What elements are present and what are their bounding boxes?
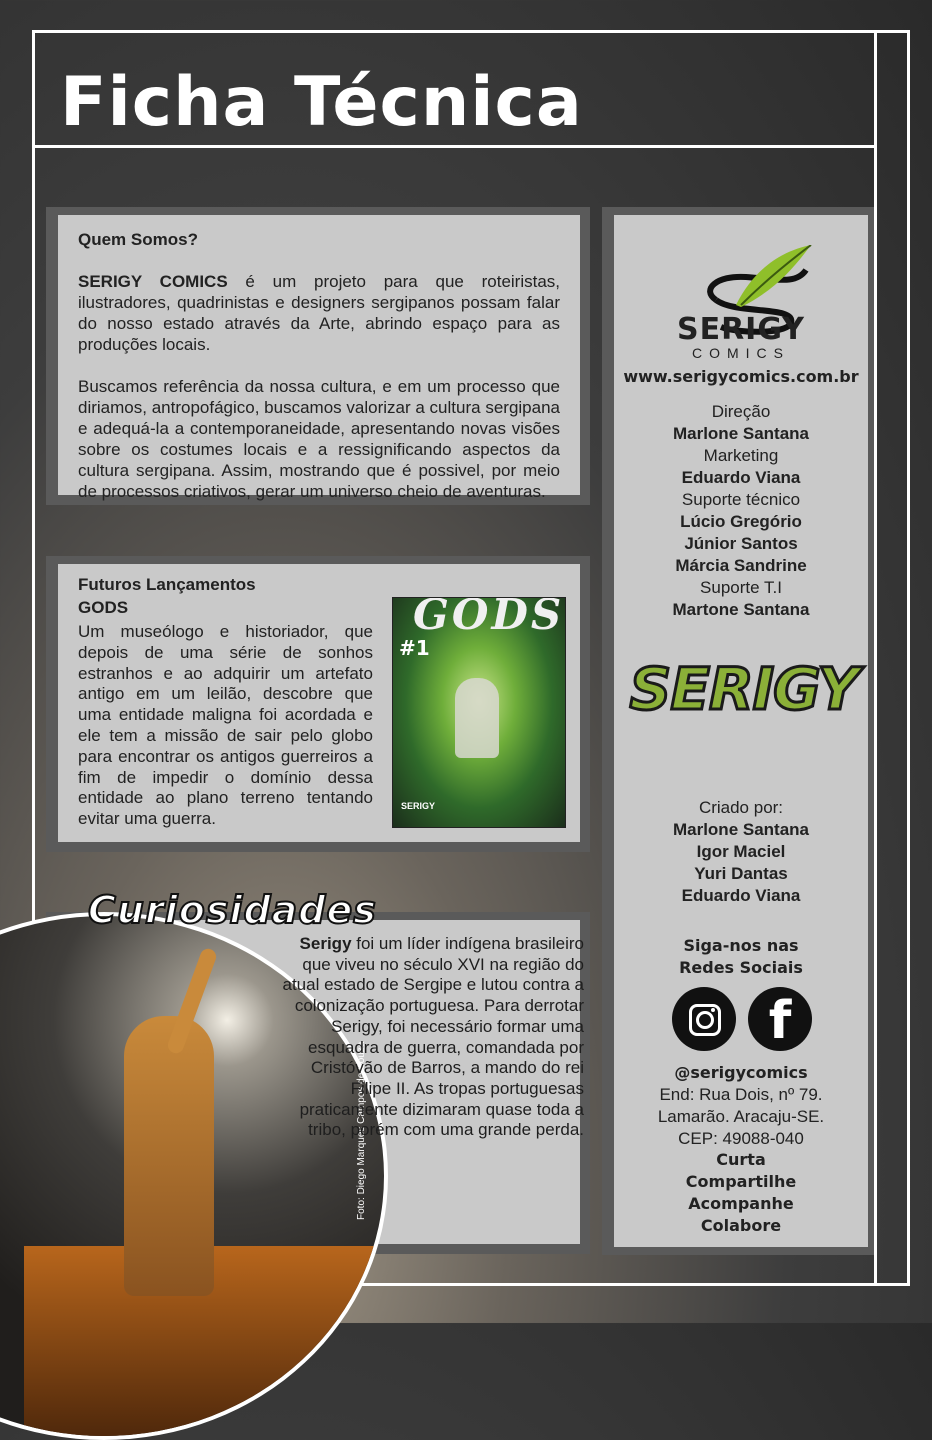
address-line: Lamarão. Aracaju-SE. [657, 1107, 825, 1126]
frame-divider [874, 30, 877, 1286]
website-link[interactable]: www.serigycomics.com.br [623, 367, 859, 386]
follow-heading [614, 935, 868, 979]
serigy-graffiti-logo [624, 655, 864, 755]
cta-line: Compartilhe [685, 1172, 797, 1191]
gods-cover-brand: SERIGY [401, 801, 436, 811]
instagram-icon[interactable] [672, 987, 736, 1051]
quem-somos-paragraph-2: Buscamos referência da nossa cultura, e em um processo que diriamos, antropofágico, buscamos valorizar a cultura sergipana e adequá-la a contemporaneidade, apresentando novas visões sobre os costumes locais e a ressignificando aspectos da cultura sergipana. Assim, mostrando que é possivel, por meio de processos criativos, gerar um universo cheio de aventuras. [78, 377, 560, 501]
social-handle[interactable]: @serigycomics [674, 1063, 808, 1082]
creators-label: Criado por: [698, 798, 784, 817]
gods-cover-number: #1 [399, 636, 430, 660]
quem-somos-heading: Quem Somos? [78, 230, 198, 249]
graffiti-text: SERIGY [629, 655, 859, 723]
info-sidebar [602, 207, 874, 1255]
address-line: End: Rua Dois, nº 79. [659, 1085, 823, 1104]
creator: Eduardo Viana [681, 886, 801, 905]
credit-role: Direção [711, 402, 771, 421]
follow-line: Redes Sociais [679, 958, 803, 977]
cta-line: Curta [716, 1150, 766, 1169]
credit-person: Martone Santana [672, 600, 810, 619]
follow-line: Siga-nos nas [683, 936, 799, 955]
curiosidades-bold: Serigy [299, 934, 352, 953]
credit-role: Marketing [703, 446, 779, 465]
curiosidades-body: foi um líder indígena brasileiro que viveu no século XVI na região do atual estado de Sergipe e lutou contra a colonização portuguesa. Para derrotar Serigy, foi necessário formar uma esquadra de guerra, comandada por Cristóvão de Barros, a mando do rei Filipe II. As tropas portuguesas praticamente dizimaram quase toda a tribo, porém com uma grande perda. [282, 934, 584, 1140]
creators-list [614, 797, 868, 907]
credit-role: Suporte T.I [700, 578, 782, 597]
facebook-icon[interactable]: f [748, 987, 812, 1051]
curiosidades-heading: Curiosidades [88, 888, 377, 932]
curiosidades-text [272, 934, 584, 1141]
credit-role: Suporte técnico [681, 490, 801, 509]
credit-person: Lúcio Gregório [680, 512, 802, 531]
quem-somos-p1-text: é um projeto para que roteiristas, ilustradores, quadrinistas e designers sergipanos possam falar do nosso estado através da Arte, abrindo espaço para as produções locais. [78, 272, 561, 354]
futuros-heading: Futuros Lançamentos [78, 575, 256, 594]
gods-cover-logo: GODS [413, 597, 565, 639]
serigy-brand: SERIGY [676, 312, 806, 347]
creator: Igor Maciel [696, 842, 786, 861]
creator: Yuri Dantas [694, 864, 788, 883]
address-line: CEP: 49088-040 [678, 1129, 804, 1148]
brand-name: SERIGY COMICS [78, 272, 228, 291]
credit-person: Eduardo Viana [681, 468, 801, 487]
gods-cover-figure [455, 678, 499, 758]
cta-line: Colabore [700, 1216, 782, 1235]
quem-somos-paragraph-1 [78, 271, 560, 355]
quem-somos-panel [46, 207, 590, 505]
credit-person: Márcia Sandrine [675, 556, 807, 575]
creator: Marlone Santana [672, 820, 810, 839]
cta-line: Acompanhe [688, 1194, 794, 1213]
credits-list [614, 401, 868, 621]
credit-person: Marlone Santana [672, 424, 810, 443]
credit-person: Júnior Santos [684, 534, 798, 553]
futuros-panel [46, 556, 590, 852]
address-block [614, 1084, 868, 1150]
call-to-action [614, 1149, 868, 1237]
page-title: Ficha Técnica [60, 63, 583, 142]
photo-credit: Foto: Diego Marques Campos de Souza [356, 1041, 367, 1220]
gods-description: Um museólogo e historiador, que depois de uma série de sonhos estranhos e ao adquirir um artefato antigo em um leilão, descobre que uma entidade maligna foi acordada e ele tem a missão de sair pelo globo para encontrar os antigos guerreiros a fim de impedir o domínio dessa entidade ao plano terreno tentando evitar uma guerra. [78, 622, 373, 829]
gods-title: GODS [78, 598, 129, 617]
photo-statue [124, 1016, 214, 1296]
comics-brand: COMICS [692, 345, 790, 361]
gods-cover-image [392, 597, 566, 828]
social-icons [672, 987, 822, 1053]
